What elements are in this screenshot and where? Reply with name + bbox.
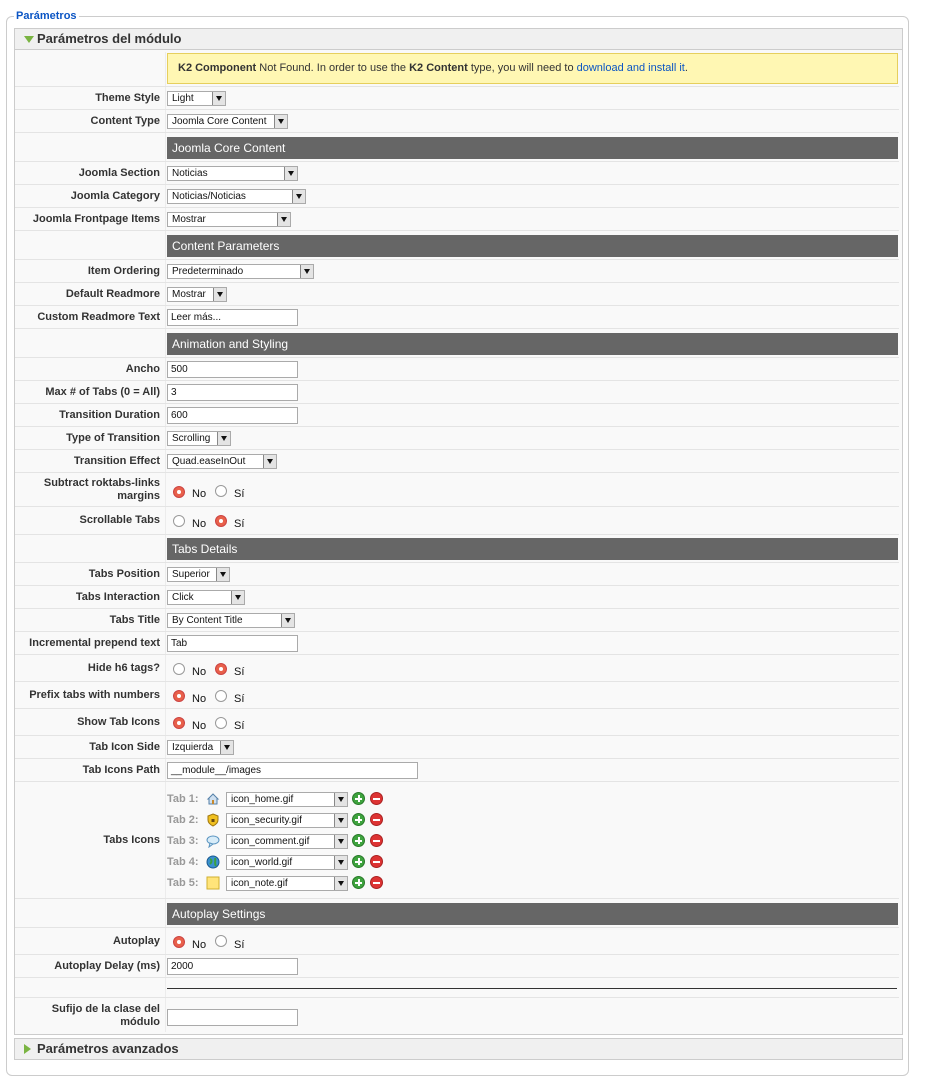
remove-tab-2-button[interactable]: [370, 813, 383, 826]
row-divider: [15, 681, 899, 682]
advanced-params-toggle[interactable]: [14, 1038, 903, 1060]
dropdown-arrow-icon: [274, 115, 287, 128]
module-params-toggle[interactable]: [14, 28, 903, 50]
tab-4-label: Tab 4:: [167, 856, 199, 868]
tab-1-icon-select[interactable]: [226, 792, 348, 807]
advanced-params-title: Parámetros avanzados: [37, 1041, 179, 1056]
dropdown-arrow-icon: [217, 432, 230, 445]
content-type-label: Content Type: [90, 115, 160, 127]
class-suffix-input[interactable]: [167, 1009, 298, 1026]
dropdown-arrow-icon: [292, 190, 305, 203]
add-tab-5-button[interactable]: [352, 876, 365, 889]
tabs-position-label: Tabs Position: [88, 568, 160, 580]
tab-4-icon-value: icon_world.gif: [231, 857, 293, 868]
prepend-text-input[interactable]: Tab: [167, 635, 298, 652]
prefix-numbers-label: Prefix tabs with numbers: [29, 689, 160, 701]
transition-effect-label: Transition Effect: [73, 455, 160, 467]
dropdown-arrow-icon: [334, 877, 347, 890]
dropdown-arrow-icon: [216, 568, 229, 581]
type-transition-label: Type of Transition: [66, 432, 160, 444]
row-divider: [15, 608, 899, 609]
row-divider: [15, 328, 899, 329]
separator-line: [167, 988, 897, 989]
notice-end: .: [684, 62, 688, 74]
theme-style-value: Light: [172, 93, 194, 104]
theme-style-label: Theme Style: [95, 92, 160, 104]
tab-2-label: Tab 2:: [167, 814, 199, 826]
home-icon: [206, 792, 220, 806]
tab-2-icon-value: icon_security.gif: [231, 815, 302, 826]
item-ordering-value: Predeterminado: [172, 266, 244, 277]
add-tab-1-button[interactable]: [352, 792, 365, 805]
row-divider: [15, 109, 899, 110]
scrollable-tabs-no-label: No: [192, 518, 207, 530]
show-icons-no-label: No: [192, 720, 207, 732]
row-divider: [15, 781, 899, 782]
row-divider: [15, 708, 899, 709]
dropdown-arrow-icon: [334, 835, 347, 848]
dropdown-arrow-icon: [334, 856, 347, 869]
dropdown-arrow-icon: [300, 265, 313, 278]
hide-h6-no-label: No: [192, 666, 207, 678]
tabs-interaction-value: Click: [172, 592, 194, 603]
subtract-margins-no-radio[interactable]: [173, 486, 185, 498]
subtract-margins-si-label: Sí: [234, 488, 245, 500]
item-ordering-select[interactable]: [167, 264, 314, 279]
content-type-value: Joomla Core Content: [172, 116, 267, 127]
show-icons-label: Show Tab Icons: [77, 716, 160, 728]
row-divider: [15, 184, 899, 185]
max-tabs-input[interactable]: 3: [167, 384, 298, 401]
autoplay-delay-input[interactable]: 2000: [167, 958, 298, 975]
tabs-position-select[interactable]: [167, 567, 230, 582]
scrollable-tabs-label: Scrollable Tabs: [79, 514, 160, 526]
icon-side-label: Tab Icon Side: [89, 741, 160, 753]
theme-style-select[interactable]: [167, 91, 226, 106]
dropdown-arrow-icon: [212, 92, 225, 105]
tab-2-icon-select[interactable]: [226, 813, 348, 828]
row-divider: [15, 132, 899, 133]
notice-text-1: Not Found. In order to use the: [256, 62, 410, 74]
dropdown-arrow-icon: [334, 814, 347, 827]
prepend-text-label: Incremental prepend text: [29, 637, 160, 649]
hide-h6-si-label: Sí: [234, 666, 245, 678]
section-autoplay-settings: Autoplay Settings: [167, 903, 898, 925]
default-readmore-select[interactable]: [167, 287, 227, 302]
tab-1-label: Tab 1:: [167, 793, 199, 805]
row-divider: [15, 927, 899, 928]
tabs-interaction-select[interactable]: [167, 590, 245, 605]
fieldset-legend: Parámetros: [16, 10, 77, 22]
tab-5-label: Tab 5:: [167, 877, 199, 889]
row-divider: [15, 977, 899, 978]
tabs-position-value: Superior: [172, 569, 210, 580]
k2-notice: [167, 53, 898, 84]
add-tab-4-button[interactable]: [352, 855, 365, 868]
prefix-numbers-no-radio[interactable]: [173, 690, 185, 702]
dropdown-arrow-icon: [277, 213, 290, 226]
remove-tab-3-button[interactable]: [370, 834, 383, 847]
remove-tab-1-button[interactable]: [370, 792, 383, 805]
notice-text-2: type, you will need to: [467, 62, 577, 74]
row-divider: [15, 357, 899, 358]
tabs-title-label: Tabs Title: [109, 614, 160, 626]
autoplay-si-radio[interactable]: [215, 935, 227, 947]
autoplay-si-label: Sí: [234, 939, 245, 951]
row-divider: [15, 534, 899, 535]
tabs-title-value: By Content Title: [172, 615, 243, 626]
joomla-section-select[interactable]: [167, 166, 298, 181]
icon-side-select[interactable]: [167, 740, 234, 755]
joomla-section-label: Joomla Section: [78, 167, 160, 179]
item-ordering-label: Item Ordering: [87, 265, 160, 277]
collapsed-arrow-icon: [24, 1044, 31, 1054]
tab-5-icon-value: icon_note.gif: [231, 878, 288, 889]
autoplay-no-radio[interactable]: [173, 936, 185, 948]
row-divider: [15, 997, 899, 998]
joomla-category-select[interactable]: [167, 189, 306, 204]
row-divider: [15, 758, 899, 759]
security-icon: [206, 813, 220, 827]
row-divider: [15, 472, 899, 473]
add-tab-3-button[interactable]: [352, 834, 365, 847]
tab-5-icon-select[interactable]: [226, 876, 348, 891]
tabs-icons-label: Tabs Icons: [103, 834, 160, 846]
type-transition-value: Scrolling: [172, 433, 211, 444]
custom-readmore-input[interactable]: Leer más...: [167, 309, 298, 326]
world-icon: [206, 855, 220, 869]
dropdown-arrow-icon: [263, 455, 276, 468]
subtract-margins-si-radio[interactable]: [215, 485, 227, 497]
tab-3-icon-select[interactable]: [226, 834, 348, 849]
show-icons-no-radio[interactable]: [173, 717, 185, 729]
tabs-title-select[interactable]: [167, 613, 295, 628]
autoplay-label: Autoplay: [112, 935, 160, 947]
remove-tab-4-button[interactable]: [370, 855, 383, 868]
show-icons-si-radio[interactable]: [215, 717, 227, 729]
section-animation-styling: Animation and Styling: [167, 333, 898, 355]
add-tab-2-button[interactable]: [352, 813, 365, 826]
frontpage-items-select[interactable]: [167, 212, 291, 227]
autoplay-no-label: No: [192, 939, 207, 951]
row-divider: [15, 207, 899, 208]
row-divider: [15, 380, 899, 381]
joomla-section-value: Noticias: [172, 168, 208, 179]
custom-readmore-label: Custom Readmore Text: [37, 311, 160, 323]
transition-effect-select[interactable]: [167, 454, 277, 469]
row-divider: [15, 282, 899, 283]
row-divider: [15, 562, 899, 563]
dropdown-arrow-icon: [334, 793, 347, 806]
max-tabs-label: Max # of Tabs (0 = All): [45, 386, 160, 398]
content-type-select[interactable]: [167, 114, 288, 129]
subtract-margins-label: Subtract roktabs-links margins: [43, 477, 160, 502]
hide-h6-no-radio[interactable]: [173, 663, 185, 675]
ancho-input[interactable]: 500: [167, 361, 298, 378]
hide-h6-si-radio[interactable]: [215, 663, 227, 675]
download-link[interactable]: download and install it: [576, 62, 685, 74]
dropdown-arrow-icon: [213, 288, 226, 301]
row-divider: [15, 898, 899, 899]
icons-path-label: Tab Icons Path: [82, 764, 160, 776]
row-divider: [15, 735, 899, 736]
scrollable-tabs-no-radio[interactable]: [173, 515, 185, 527]
hide-h6-label: Hide h6 tags?: [87, 662, 160, 674]
row-divider: [15, 426, 899, 427]
row-divider: [15, 259, 899, 260]
autoplay-delay-label: Autoplay Delay (ms): [54, 960, 160, 972]
row-divider: [15, 449, 899, 450]
icon-side-value: Izquierda: [172, 742, 214, 753]
module-params-title: Parámetros del módulo: [37, 31, 182, 46]
row-divider: [15, 86, 899, 87]
dropdown-arrow-icon: [284, 167, 297, 180]
tab-4-icon-select[interactable]: [226, 855, 348, 870]
type-transition-select[interactable]: [167, 431, 231, 446]
expanded-arrow-icon: [24, 36, 34, 43]
row-divider: [15, 161, 899, 162]
tab-1-icon-value: icon_home.gif: [231, 794, 294, 805]
section-content-parameters: Content Parameters: [167, 235, 898, 257]
tabs-interaction-label: Tabs Interaction: [75, 591, 160, 603]
dropdown-arrow-icon: [231, 591, 244, 604]
scrollable-tabs-si-label: Sí: [234, 518, 245, 530]
prefix-numbers-si-radio[interactable]: [215, 690, 227, 702]
notice-strong-2: K2 Content: [409, 62, 468, 74]
default-readmore-value: Mostrar: [172, 289, 206, 300]
transition-effect-value: Quad.easeInOut: [172, 456, 246, 467]
default-readmore-label: Default Readmore: [65, 288, 160, 300]
row-divider: [15, 631, 899, 632]
joomla-category-label: Joomla Category: [70, 190, 160, 202]
scrollable-tabs-si-radio[interactable]: [215, 515, 227, 527]
prefix-numbers-si-label: Sí: [234, 693, 245, 705]
transition-duration-input[interactable]: 600: [167, 407, 298, 424]
note-icon: [206, 876, 220, 890]
dropdown-arrow-icon: [220, 741, 233, 754]
row-divider: [15, 230, 899, 231]
section-joomla-core-content: Joomla Core Content: [167, 137, 898, 159]
icons-path-input[interactable]: __module__/images: [167, 762, 418, 779]
row-divider: [15, 403, 899, 404]
section-tabs-details: Tabs Details: [167, 538, 898, 560]
row-divider: [15, 654, 899, 655]
frontpage-items-label: Joomla Frontpage Items: [32, 213, 160, 225]
tab-3-icon-value: icon_comment.gif: [231, 836, 310, 847]
joomla-category-value: Noticias/Noticias: [172, 191, 246, 202]
row-divider: [15, 506, 899, 507]
row-divider: [15, 305, 899, 306]
dropdown-arrow-icon: [281, 614, 294, 627]
frontpage-items-value: Mostrar: [172, 214, 206, 225]
class-suffix-label: Sufijo de la clase del módulo: [51, 1003, 160, 1028]
tab-3-label: Tab 3:: [167, 835, 199, 847]
prefix-numbers-no-label: No: [192, 693, 207, 705]
remove-tab-5-button[interactable]: [370, 876, 383, 889]
row-divider: [15, 954, 899, 955]
row-divider: [15, 585, 899, 586]
ancho-label: Ancho: [125, 363, 160, 375]
notice-strong-1: K2 Component: [178, 62, 257, 74]
transition-duration-label: Transition Duration: [59, 409, 160, 421]
column-divider: [165, 52, 166, 1032]
comment-icon: [206, 834, 220, 848]
subtract-margins-no-label: No: [192, 488, 207, 500]
show-icons-si-label: Sí: [234, 720, 245, 732]
